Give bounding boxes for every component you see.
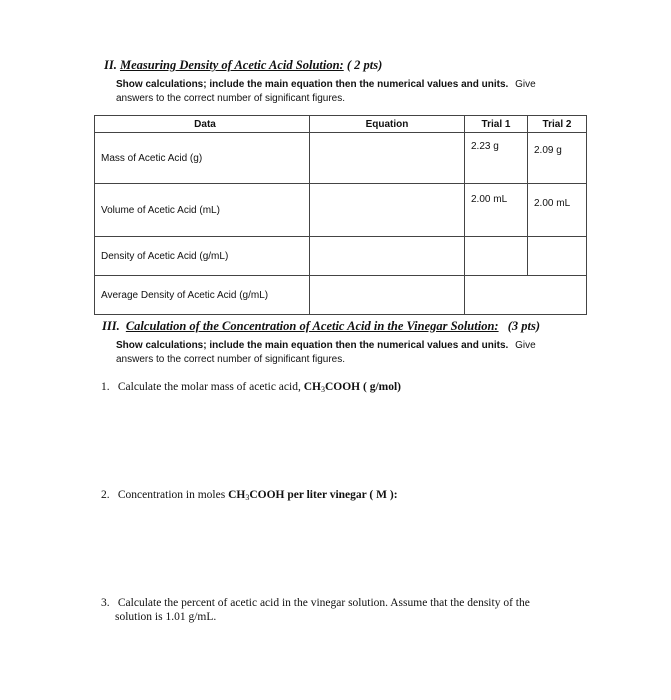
equation-cell[interactable]	[310, 133, 465, 184]
trial-2-cell[interactable]	[528, 133, 587, 184]
question-text: Calculate the molar mass of acetic acid,	[117, 381, 304, 393]
section-3-instruction-rest: answers to the correct number of significant figures.	[116, 354, 345, 365]
header-data: Data	[95, 116, 310, 133]
trial-2-cell[interactable]	[528, 237, 587, 276]
question-3	[101, 596, 591, 624]
section-3-numeral: III.	[102, 319, 120, 333]
table-row	[95, 184, 587, 237]
formula-part: COOH	[324, 381, 361, 393]
section-2-instruction-rest: answers to the correct number of significant figures.	[116, 93, 345, 104]
question-text-line-2: solution is 1.01 g/mL.	[115, 611, 217, 623]
header-trial-1: Trial 1	[465, 116, 528, 133]
section-2-instruction-give: Give	[515, 79, 536, 90]
trial-2-value: 2.09 g	[534, 145, 562, 156]
trial-1-cell[interactable]	[465, 184, 528, 237]
question-number: 3.	[101, 597, 110, 609]
trial-1-value: 2.23 g	[471, 141, 499, 152]
section-2-title: Measuring Density of Acetic Acid Solution:	[119, 58, 344, 72]
header-trial-2: Trial 2	[528, 116, 587, 133]
formula-subscript: 3	[320, 385, 325, 394]
section-2-instruction-bold: Show calculations; include the main equation then the numerical values and units.	[116, 79, 509, 90]
density-data-table	[94, 115, 587, 315]
question-unit: per liter vinegar ( M ):	[284, 489, 398, 501]
trial-2-value: 2.00 mL	[534, 198, 571, 209]
row-label: Density of Acetic Acid (g/mL)	[95, 237, 310, 276]
section-3-points: (3 pts)	[507, 319, 540, 333]
average-result-cell[interactable]	[465, 276, 587, 315]
section-3-instruction-give: Give	[515, 340, 536, 351]
section-2-numeral: II.	[104, 58, 117, 72]
equation-cell[interactable]	[310, 184, 465, 237]
table-row	[95, 276, 587, 315]
section-2-instructions	[116, 78, 586, 106]
section-3-heading	[102, 319, 540, 334]
equation-cell[interactable]	[310, 276, 465, 315]
section-3-instruction-bold: Show calculations; include the main equation then the numerical values and units.	[116, 340, 509, 351]
formula-subscript: 3	[245, 493, 250, 502]
row-label: Mass of Acetic Acid (g)	[95, 133, 310, 184]
table-header-row	[95, 116, 587, 133]
trial-1-value: 2.00 mL	[471, 194, 508, 205]
question-unit: ( g/mol)	[360, 381, 401, 393]
formula-part: CH	[303, 381, 321, 393]
question-1	[101, 380, 401, 397]
section-3-title: Calculation of the Concentration of Acetic Acid in the Vinegar Solution:	[125, 319, 499, 333]
question-number: 1.	[101, 381, 110, 393]
formula-part: CH	[228, 489, 246, 501]
question-text-line-1: Calculate the percent of acetic acid in the vinegar solution. Assume that the density of the	[117, 597, 530, 609]
row-label: Average Density of Acetic Acid (g/mL)	[95, 276, 310, 315]
section-2-heading	[104, 58, 382, 73]
section-3-instructions	[116, 339, 586, 367]
table-row	[95, 133, 587, 184]
row-label: Volume of Acetic Acid (mL)	[95, 184, 310, 237]
question-2	[101, 488, 398, 505]
header-equation: Equation	[310, 116, 465, 133]
formula-part: COOH	[249, 489, 285, 501]
question-text: Concentration in moles	[117, 489, 229, 501]
trial-2-cell[interactable]	[528, 184, 587, 237]
section-2-points: ( 2 pts)	[346, 58, 383, 72]
table-row	[95, 237, 587, 276]
trial-1-cell[interactable]	[465, 237, 528, 276]
equation-cell[interactable]	[310, 237, 465, 276]
trial-1-cell[interactable]	[465, 133, 528, 184]
question-number: 2.	[101, 489, 110, 501]
